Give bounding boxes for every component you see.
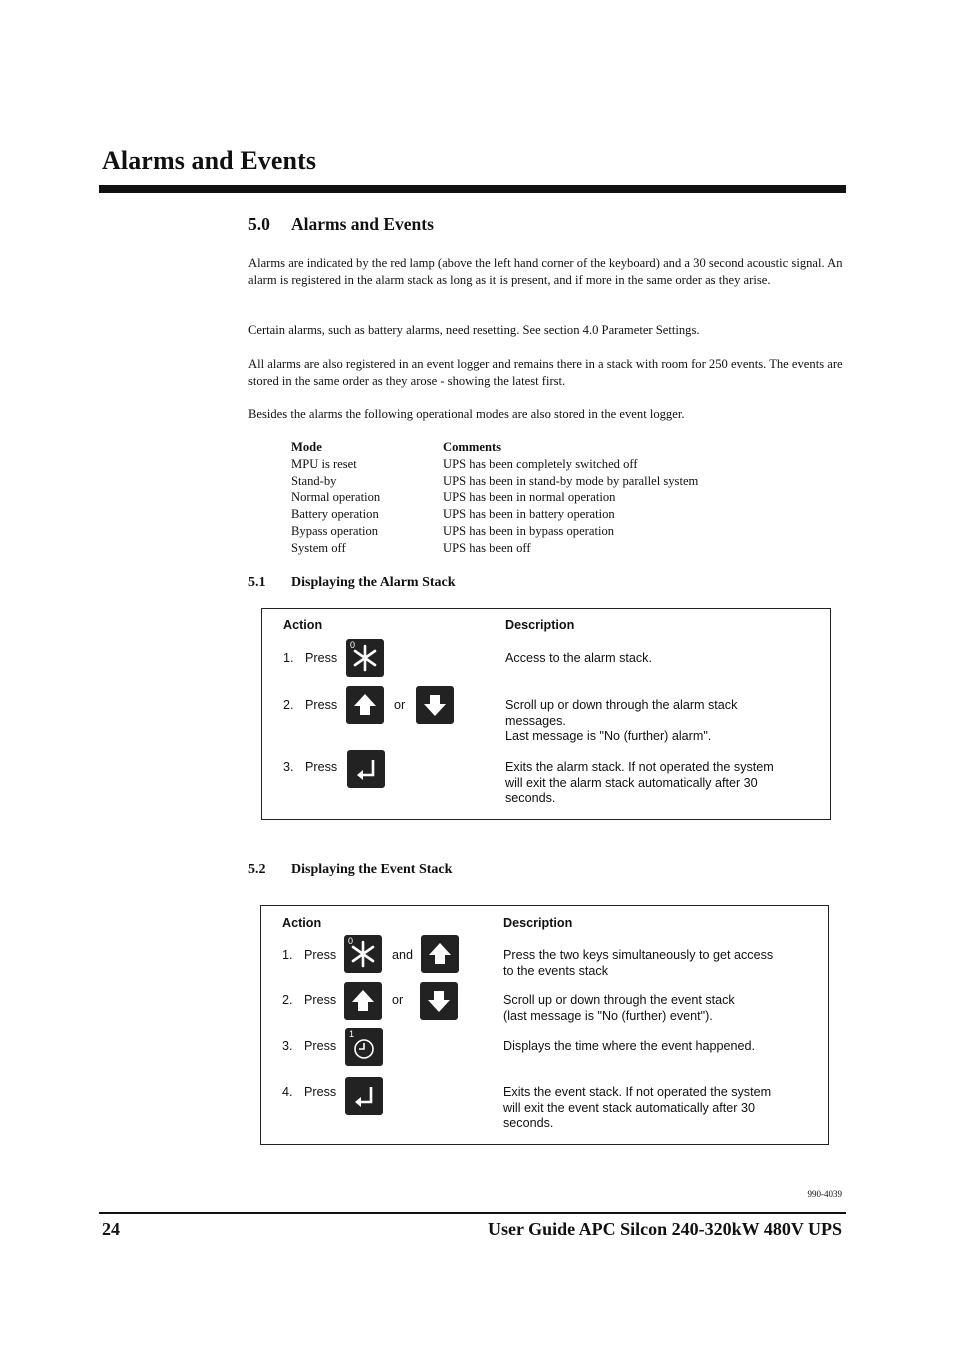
chapter-title: Alarms and Events	[102, 146, 317, 175]
comment-cell: UPS has been in battery operation	[443, 507, 615, 522]
paragraph-alarm-indication: Alarms are indicated by the red lamp (above the left hand corner of the keyboard) and a 30 second acoustic signal. An alarm is registered in the alarm stack as long as it is present, and if more in the same order as they arise.	[248, 256, 843, 287]
event-col-action: Action	[282, 916, 322, 930]
up-arrow-key-icon	[344, 982, 382, 1020]
modes-header-comments: Comments	[443, 440, 502, 454]
table-row	[291, 540, 698, 557]
event-step-4-desc-3: seconds.	[503, 1116, 554, 1130]
key-digit-0: 0	[350, 640, 356, 650]
chapter-rule	[99, 185, 846, 193]
document-number: 990-4039	[807, 1189, 842, 1199]
comment-cell: UPS has been off	[443, 540, 531, 555]
paragraph-operational-modes: Besides the alarms the following operational modes are also stored in the event logger.	[248, 407, 685, 421]
event-step-1-verb: Press	[304, 948, 337, 962]
clock-key-icon	[345, 1028, 383, 1066]
mode-cell: Battery operation	[291, 507, 379, 522]
mode-cell: Normal operation	[291, 490, 381, 505]
event-stack-box	[260, 905, 829, 1145]
section-title: Alarms and Events	[291, 214, 434, 234]
event-step-1-desc-2: to the events stack	[503, 963, 609, 978]
event-stack-heading	[248, 862, 452, 878]
alarm-step-3-desc-3: seconds.	[505, 791, 556, 805]
enter-key-icon	[347, 750, 385, 788]
alarm-step-1-label: 1.	[283, 651, 294, 665]
section-number: 5.0	[248, 214, 270, 234]
down-arrow-key-icon	[420, 982, 458, 1020]
mode-cell: Stand-by	[291, 473, 337, 488]
key-digit-0: 0	[348, 936, 354, 946]
comment-cell: UPS has been in bypass operation	[443, 523, 615, 538]
paragraph-resetting: Certain alarms, such as battery alarms, need resetting. See section 4.0 Parameter Settings.	[248, 323, 700, 337]
down-arrow-key-icon	[416, 686, 454, 724]
table-row	[291, 523, 698, 540]
key-digit-1: 1	[349, 1029, 355, 1039]
section-heading	[248, 214, 434, 235]
alarm-step-3-label: 3.	[283, 760, 294, 774]
event-step-3-desc: Displays the time where the event happened.	[503, 1039, 756, 1053]
comment-cell: UPS has been completely switched off	[443, 456, 638, 471]
alarm-step-2-desc-1: Scroll up or down through the alarm stack	[505, 698, 738, 712]
alarm-stack-title: Displaying the Alarm Stack	[291, 575, 456, 590]
page-number: 24	[102, 1219, 120, 1239]
enter-key-icon	[345, 1077, 383, 1115]
table-row	[291, 506, 698, 523]
star-key-icon	[346, 639, 384, 677]
modes-table-header	[291, 439, 698, 456]
event-step-2-desc-1: Scroll up or down through the event stack	[503, 993, 735, 1007]
mode-cell: Bypass operation	[291, 523, 379, 538]
modes-header-mode: Mode	[291, 440, 322, 454]
alarm-step-2-desc-3: Last message is "No (further) alarm".	[505, 729, 712, 743]
alarm-step-1-desc: Access to the alarm stack.	[505, 651, 652, 665]
event-step-2-desc-2: (last message is "No (further) event").	[503, 1008, 713, 1023]
guide-title: User Guide APC Silcon 240-320kW 480V UPS	[487, 1219, 842, 1239]
up-arrow-key-icon	[346, 686, 384, 724]
event-step-3-label: 3.	[282, 1039, 293, 1053]
comment-cell: UPS has been in normal operation	[443, 490, 616, 505]
alarm-step-3-desc-1: Exits the alarm stack. If not operated the system	[505, 760, 774, 774]
table-row	[291, 456, 698, 473]
alarm-col-action: Action	[283, 618, 323, 632]
event-step-4-desc-1: Exits the event stack. If not operated the system	[503, 1085, 772, 1099]
event-step-2-verb: Press	[304, 993, 337, 1007]
event-step-2-connector: or	[392, 993, 404, 1007]
star-key-icon	[344, 935, 382, 973]
event-col-description: Description	[503, 916, 573, 930]
event-step-1-connector: and	[392, 948, 414, 962]
table-row	[291, 489, 698, 506]
alarm-step-2-connector: or	[394, 698, 406, 712]
alarm-step-2-desc-2: messages.	[505, 713, 566, 728]
event-step-2-label: 2.	[282, 993, 293, 1007]
event-step-4-verb: Press	[304, 1085, 337, 1099]
mode-cell: System off	[291, 540, 346, 555]
mode-cell: MPU is reset	[291, 456, 357, 471]
event-step-4-label: 4.	[282, 1085, 293, 1099]
event-step-3-verb: Press	[304, 1039, 337, 1053]
table-row	[291, 473, 698, 490]
comment-cell: UPS has been in stand-by mode by parallel system	[443, 473, 699, 488]
alarm-stack-heading	[248, 575, 456, 591]
event-stack-number: 5.2	[248, 862, 266, 877]
alarm-step-2-label: 2.	[283, 698, 294, 712]
alarm-stack-number: 5.1	[248, 575, 266, 590]
event-step-1-desc-1: Press the two keys simultaneously to get access	[503, 948, 774, 962]
modes-table	[291, 439, 698, 557]
alarm-stack-box	[261, 608, 831, 820]
up-arrow-key-icon	[421, 935, 459, 973]
alarm-step-1-verb: Press	[305, 651, 338, 665]
alarm-step-3-desc-2: will exit the alarm stack automatically after 30	[505, 775, 758, 790]
footer-rule	[99, 1212, 846, 1214]
alarm-step-3-verb: Press	[305, 760, 338, 774]
event-step-4-desc-2: will exit the event stack automatically after 30	[503, 1100, 755, 1115]
alarm-step-2-verb: Press	[305, 698, 338, 712]
event-stack-title: Displaying the Event Stack	[291, 862, 453, 877]
alarm-col-description: Description	[505, 618, 575, 632]
paragraph-event-logger: All alarms are also registered in an event logger and remains there in a stack with room for 250 events. The events are stored in the same order as they arose - showing the latest first.	[248, 357, 843, 388]
event-step-1-label: 1.	[282, 948, 293, 962]
